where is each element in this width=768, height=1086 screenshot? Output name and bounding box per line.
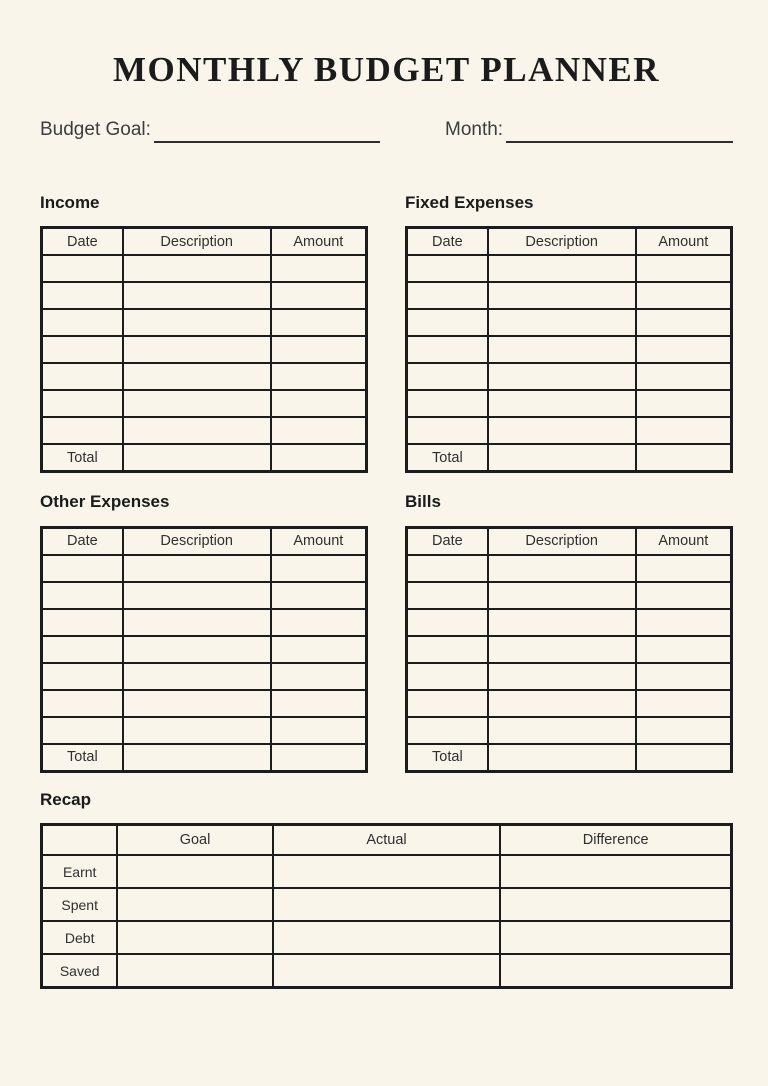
table-row <box>42 282 367 309</box>
recap-cell-earnt-difference[interactable] <box>500 855 731 888</box>
entry-tables-grid <box>40 194 733 773</box>
other-expenses-cell-date[interactable] <box>42 636 123 663</box>
recap-row-label-earnt: Earnt <box>42 855 118 888</box>
fixed-expenses-cell-description[interactable] <box>488 255 636 282</box>
bills-cell-amount[interactable] <box>636 690 732 717</box>
fixed-expenses-cell-description[interactable] <box>488 336 636 363</box>
table-row <box>42 309 367 336</box>
recap-row-label-debt: Debt <box>42 921 118 954</box>
section-income <box>40 194 368 474</box>
bills-cell-description[interactable] <box>488 555 636 582</box>
table-row <box>42 255 367 282</box>
fixed-expenses-cell-date[interactable] <box>407 282 488 309</box>
recap-row-saved <box>42 954 732 987</box>
other-expenses-cell-date[interactable] <box>42 663 123 690</box>
other-expenses-cell-amount[interactable] <box>271 717 367 744</box>
fixed-expenses-cell-amount[interactable] <box>636 255 732 282</box>
bills-cell-date[interactable] <box>407 663 488 690</box>
recap-row-label-spent: Spent <box>42 888 118 921</box>
income-cell-description[interactable] <box>123 417 271 444</box>
bills-header-row <box>407 528 732 555</box>
table-row <box>42 582 367 609</box>
section-title-income: Income <box>40 192 100 212</box>
bills-cell-date[interactable] <box>407 690 488 717</box>
bills-table <box>405 526 733 773</box>
recap-cell-spent-difference[interactable] <box>500 888 731 921</box>
income-cell-date[interactable] <box>42 363 123 390</box>
other-expenses-cell-date[interactable] <box>42 609 123 636</box>
bills-cell-date[interactable] <box>407 636 488 663</box>
fixed-expenses-cell-description[interactable] <box>488 282 636 309</box>
fixed-expenses-cell-date[interactable] <box>407 309 488 336</box>
other-expenses-cell-amount[interactable] <box>271 582 367 609</box>
table-row <box>42 336 367 363</box>
table-row <box>42 609 367 636</box>
recap-cell-earnt-goal[interactable] <box>117 855 272 888</box>
recap-table <box>40 823 733 989</box>
bills-cell-amount[interactable] <box>636 717 732 744</box>
recap-section <box>40 791 733 989</box>
income-cell-amount[interactable] <box>271 255 367 282</box>
table-row <box>42 717 367 744</box>
section-bills <box>405 493 733 773</box>
section-fixed-expenses <box>405 194 733 474</box>
column-header-amount: Amount <box>636 528 732 555</box>
bills-cell-date[interactable] <box>407 582 488 609</box>
bills-cell-date[interactable] <box>407 717 488 744</box>
table-row <box>407 717 732 744</box>
other-expenses-cell-amount[interactable] <box>271 555 367 582</box>
bills-cell-description[interactable] <box>488 609 636 636</box>
column-header-description: Description <box>123 528 271 555</box>
recap-header-row <box>42 824 732 855</box>
fixed-expenses-total-label: Total <box>407 444 488 472</box>
other-expenses-cell-description[interactable] <box>123 555 271 582</box>
bills-cell-date[interactable] <box>407 555 488 582</box>
table-row <box>407 663 732 690</box>
fixed-expenses-cell-date[interactable] <box>407 390 488 417</box>
month-label: Month: <box>445 119 504 140</box>
bills-cell-description[interactable] <box>488 636 636 663</box>
bills-cell-description[interactable] <box>488 690 636 717</box>
fixed-expenses-cell-date[interactable] <box>407 417 488 444</box>
table-row <box>407 690 732 717</box>
recap-row-earnt <box>42 855 732 888</box>
fixed-expenses-total-description-cell[interactable] <box>488 444 636 472</box>
other-expenses-cell-description[interactable] <box>123 717 271 744</box>
recap-cell-saved-goal[interactable] <box>117 954 272 987</box>
month-input[interactable] <box>506 121 733 143</box>
bills-cell-amount[interactable] <box>636 663 732 690</box>
bills-total-description-cell[interactable] <box>488 744 636 772</box>
income-total-amount-cell[interactable] <box>271 444 367 472</box>
income-cell-amount[interactable] <box>271 417 367 444</box>
other-expenses-cell-date[interactable] <box>42 555 123 582</box>
income-cell-amount[interactable] <box>271 309 367 336</box>
other-expenses-total-description-cell[interactable] <box>123 744 271 772</box>
budget-goal-field <box>40 118 380 143</box>
fixed-expenses-cell-amount[interactable] <box>636 309 732 336</box>
table-row <box>407 636 732 663</box>
fixed-expenses-cell-description[interactable] <box>488 363 636 390</box>
table-row <box>407 363 732 390</box>
fixed-expenses-header-row <box>407 228 732 255</box>
fixed-expenses-cell-amount[interactable] <box>636 336 732 363</box>
table-row <box>407 390 732 417</box>
other-expenses-total-row <box>42 744 367 772</box>
recap-cell-debt-actual[interactable] <box>273 921 501 954</box>
table-row <box>407 582 732 609</box>
recap-row-spent <box>42 888 732 921</box>
column-header-amount: Amount <box>271 528 367 555</box>
bills-cell-description[interactable] <box>488 582 636 609</box>
income-cell-date[interactable] <box>42 282 123 309</box>
income-cell-amount[interactable] <box>271 336 367 363</box>
other-expenses-cell-description[interactable] <box>123 690 271 717</box>
table-row <box>407 255 732 282</box>
column-header-date: Date <box>407 228 488 255</box>
recap-cell-debt-goal[interactable] <box>117 921 272 954</box>
recap-cell-saved-difference[interactable] <box>500 954 731 987</box>
other-expenses-table <box>40 526 368 773</box>
fixed-expenses-cell-description[interactable] <box>488 309 636 336</box>
fixed-expenses-cell-amount[interactable] <box>636 282 732 309</box>
column-header-amount: Amount <box>636 228 732 255</box>
table-row <box>407 282 732 309</box>
income-cell-amount[interactable] <box>271 282 367 309</box>
table-row <box>407 555 732 582</box>
other-expenses-cell-amount[interactable] <box>271 636 367 663</box>
page-title: MONTHLY BUDGET PLANNER <box>112 50 661 89</box>
other-expenses-cell-description[interactable] <box>123 582 271 609</box>
income-cell-description[interactable] <box>123 309 271 336</box>
other-expenses-total-label: Total <box>42 744 123 772</box>
section-title-bills: Bills <box>405 492 441 512</box>
header-fields <box>40 118 733 143</box>
bills-cell-amount[interactable] <box>636 636 732 663</box>
section-title-other-expenses: Other Expenses <box>40 492 170 512</box>
other-expenses-cell-amount[interactable] <box>271 609 367 636</box>
section-other-expenses <box>40 493 368 773</box>
income-header-row <box>42 228 367 255</box>
recap-cell-spent-actual[interactable] <box>273 888 501 921</box>
table-row <box>407 309 732 336</box>
table-row <box>407 336 732 363</box>
table-row <box>42 663 367 690</box>
other-expenses-cell-date[interactable] <box>42 717 123 744</box>
income-cell-description[interactable] <box>123 390 271 417</box>
other-expenses-total-amount-cell[interactable] <box>271 744 367 772</box>
bills-cell-amount[interactable] <box>636 582 732 609</box>
fixed-expenses-cell-description[interactable] <box>488 390 636 417</box>
income-total-row <box>42 444 367 472</box>
income-cell-date[interactable] <box>42 309 123 336</box>
income-cell-date[interactable] <box>42 417 123 444</box>
fixed-expenses-cell-date[interactable] <box>407 255 488 282</box>
other-expenses-cell-description[interactable] <box>123 609 271 636</box>
bills-cell-amount[interactable] <box>636 555 732 582</box>
table-row <box>407 417 732 444</box>
income-total-description-cell[interactable] <box>123 444 271 472</box>
bills-total-row <box>407 744 732 772</box>
table-row <box>42 636 367 663</box>
other-expenses-cell-description[interactable] <box>123 636 271 663</box>
fixed-expenses-cell-description[interactable] <box>488 417 636 444</box>
income-total-label: Total <box>42 444 123 472</box>
budget-goal-input[interactable] <box>154 121 380 143</box>
income-cell-date[interactable] <box>42 255 123 282</box>
other-expenses-cell-description[interactable] <box>123 663 271 690</box>
recap-cell-spent-goal[interactable] <box>117 888 272 921</box>
income-cell-date[interactable] <box>42 336 123 363</box>
recap-row-label-saved: Saved <box>42 954 118 987</box>
column-header-date: Date <box>42 528 123 555</box>
table-row <box>407 609 732 636</box>
column-header-description: Description <box>488 228 636 255</box>
fixed-expenses-cell-amount[interactable] <box>636 390 732 417</box>
fixed-expenses-cell-amount[interactable] <box>636 363 732 390</box>
bills-total-label: Total <box>407 744 488 772</box>
recap-column-header-actual: Actual <box>273 824 501 855</box>
other-expenses-cell-amount[interactable] <box>271 690 367 717</box>
fixed-expenses-cell-date[interactable] <box>407 363 488 390</box>
recap-row-debt <box>42 921 732 954</box>
recap-title: Recap <box>40 790 92 810</box>
other-expenses-cell-date[interactable] <box>42 582 123 609</box>
income-cell-amount[interactable] <box>271 363 367 390</box>
income-cell-description[interactable] <box>123 255 271 282</box>
income-cell-description[interactable] <box>123 363 271 390</box>
fixed-expenses-total-row <box>407 444 732 472</box>
column-header-description: Description <box>488 528 636 555</box>
column-header-amount: Amount <box>271 228 367 255</box>
month-field <box>445 118 733 143</box>
bills-total-amount-cell[interactable] <box>636 744 732 772</box>
bills-cell-description[interactable] <box>488 717 636 744</box>
other-expenses-cell-date[interactable] <box>42 690 123 717</box>
income-cell-amount[interactable] <box>271 390 367 417</box>
section-title-fixed-expenses: Fixed Expenses <box>405 192 534 212</box>
table-row <box>42 690 367 717</box>
income-cell-description[interactable] <box>123 282 271 309</box>
column-header-date: Date <box>42 228 123 255</box>
budget-goal-label: Budget Goal: <box>40 119 151 140</box>
recap-cell-earnt-actual[interactable] <box>273 855 501 888</box>
table-row <box>42 390 367 417</box>
bills-cell-amount[interactable] <box>636 609 732 636</box>
income-table <box>40 226 368 473</box>
recap-cell-saved-actual[interactable] <box>273 954 501 987</box>
fixed-expenses-cell-date[interactable] <box>407 336 488 363</box>
bills-cell-description[interactable] <box>488 663 636 690</box>
recap-corner-cell <box>42 824 118 855</box>
recap-column-header-goal: Goal <box>117 824 272 855</box>
recap-cell-debt-difference[interactable] <box>500 921 731 954</box>
income-cell-description[interactable] <box>123 336 271 363</box>
other-expenses-header-row <box>42 528 367 555</box>
fixed-expenses-cell-amount[interactable] <box>636 417 732 444</box>
fixed-expenses-table <box>405 226 733 473</box>
bills-cell-date[interactable] <box>407 609 488 636</box>
recap-column-header-difference: Difference <box>500 824 731 855</box>
table-row <box>42 417 367 444</box>
fixed-expenses-total-amount-cell[interactable] <box>636 444 732 472</box>
table-row <box>42 555 367 582</box>
column-header-date: Date <box>407 528 488 555</box>
income-cell-date[interactable] <box>42 390 123 417</box>
other-expenses-cell-amount[interactable] <box>271 663 367 690</box>
column-header-description: Description <box>123 228 271 255</box>
table-row <box>42 363 367 390</box>
